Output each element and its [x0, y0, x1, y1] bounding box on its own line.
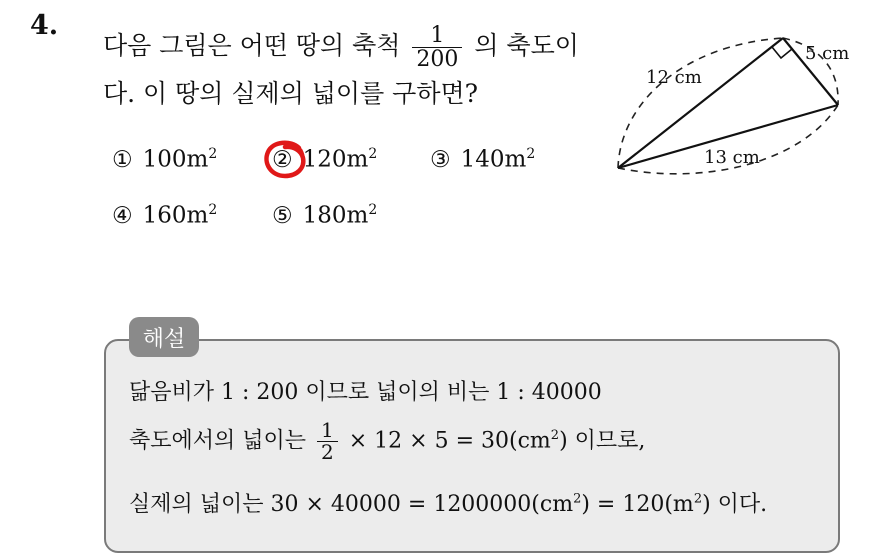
question-number: 4.	[30, 10, 59, 41]
solution-line-3-c: ) 이다.	[702, 492, 768, 517]
choice-4-value: 160m	[142, 202, 209, 229]
label-13cm: 13 cm	[704, 147, 760, 168]
choice-2-mark: ②	[272, 146, 293, 173]
label-12cm: 12 cm	[646, 67, 702, 88]
choice-5-value: 180m	[302, 202, 369, 229]
triangle-figure	[600, 25, 870, 190]
question-text-end: 의 축도이	[474, 31, 579, 61]
solution-line-2-mid: × 12 × 5 = 30(cm	[348, 428, 551, 454]
answer-circle-mark	[261, 138, 311, 182]
solution-line-2-prefix: 축도에서의 넓이는	[129, 428, 307, 454]
question-line-1	[103, 24, 579, 71]
choice-1-value: 100m	[142, 146, 209, 173]
scale-fraction	[412, 24, 462, 71]
choice-3-exp: 2	[526, 146, 536, 162]
half-denominator: 2	[317, 441, 338, 463]
half-fraction	[317, 420, 338, 463]
solution-line-2	[129, 420, 645, 463]
solution-tag: 해설	[129, 317, 199, 357]
scale-denominator: 200	[412, 47, 462, 71]
right-angle-mark	[772, 47, 792, 58]
choice-2-exp: 2	[368, 146, 378, 162]
choice-4-exp: 2	[208, 202, 218, 218]
solution-line-2-suffix: ) 이므로,	[559, 428, 646, 454]
choice-1-mark: ①	[112, 146, 133, 173]
choice-5[interactable]	[272, 202, 377, 229]
solution-line-1: 닮음비가 1 : 200 이므로 넓이의 비는 1 : 40000	[129, 380, 602, 405]
solution-line-3	[129, 487, 767, 518]
question-line-2: 다. 이 땅의 실제의 넓이를 구하면?	[103, 79, 479, 108]
scale-numerator: 1	[430, 23, 445, 48]
choice-3-value: 140m	[460, 146, 527, 173]
choice-3[interactable]	[430, 146, 535, 173]
choice-1-exp: 2	[208, 146, 218, 162]
solution-line-3-exp2: 2	[693, 491, 703, 507]
choice-5-mark: ⑤	[272, 202, 293, 229]
half-numerator: 1	[321, 418, 334, 442]
choice-4-mark: ④	[112, 202, 133, 229]
choice-3-mark: ③	[430, 146, 451, 173]
label-5cm: 5 cm	[805, 43, 850, 64]
solution-line-2-exp: 2	[550, 428, 560, 444]
choice-5-exp: 2	[368, 202, 378, 218]
choice-2-value: 120m	[302, 146, 369, 173]
question-text-start: 다음 그림은 어떤 땅의 축척	[103, 31, 401, 61]
solution-line-3-b: ) = 120(m	[581, 492, 694, 517]
choice-1[interactable]	[112, 146, 217, 173]
solution-line-3-a: 실제의 넓이는 30 × 40000 = 1200000(cm	[129, 492, 574, 517]
solution-line-3-exp1: 2	[573, 491, 582, 507]
choice-4[interactable]	[112, 202, 217, 229]
